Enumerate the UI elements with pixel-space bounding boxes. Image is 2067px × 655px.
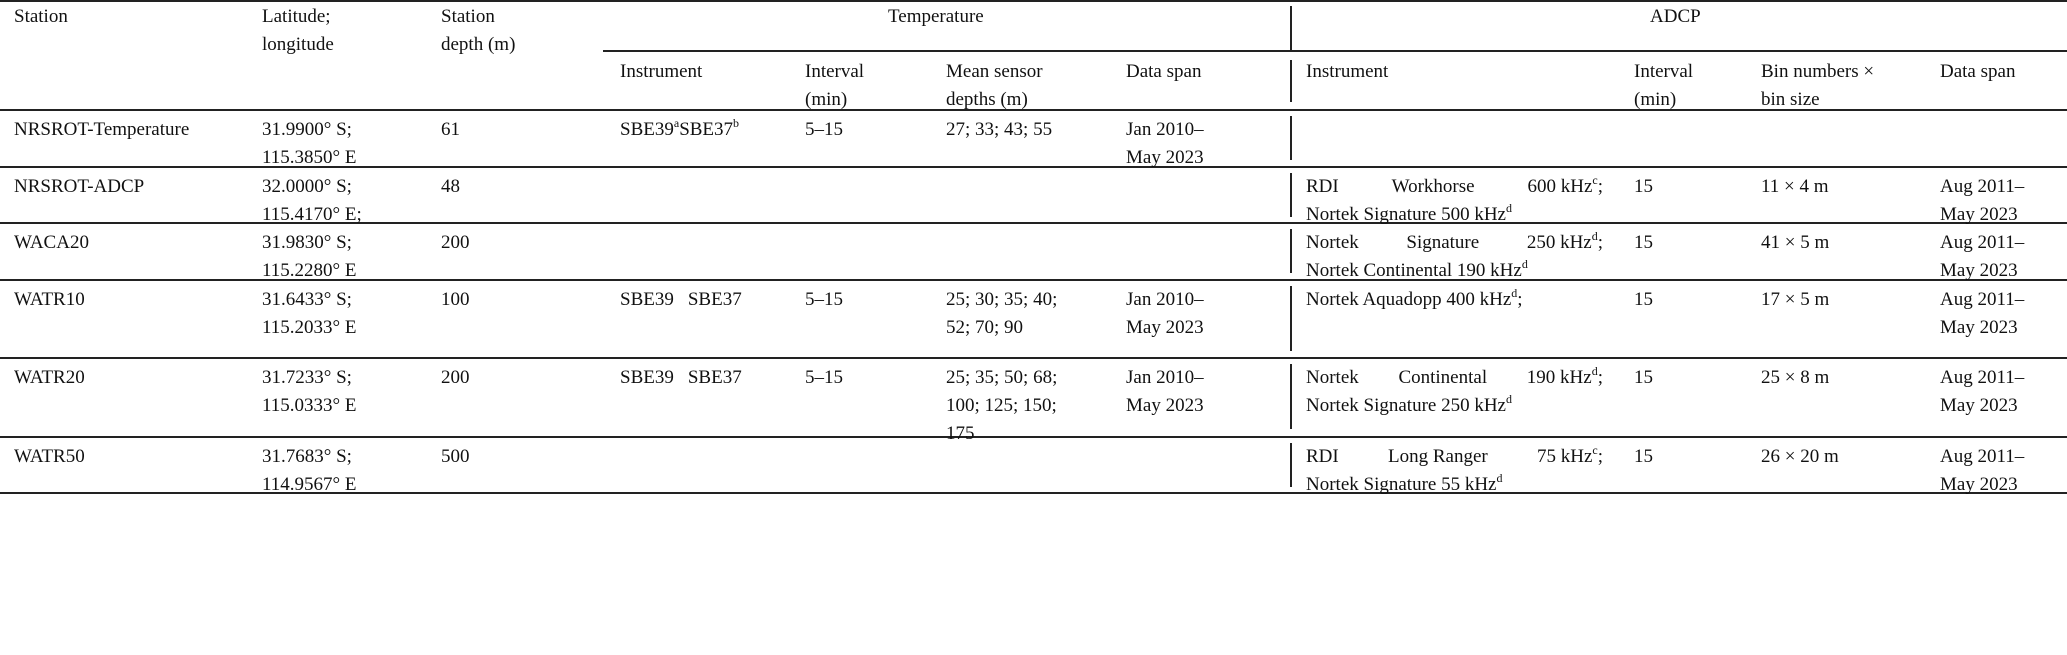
cell-lat-lon: [262, 286, 357, 342]
group-separator: [1290, 116, 1292, 160]
instrument-name: SBE37: [687, 289, 742, 310]
cell-lat: 31.9830° S;: [262, 232, 352, 253]
word-group: [1527, 364, 1603, 392]
word: Signature: [1406, 232, 1480, 253]
cell-temp-interval: 5–15: [805, 119, 843, 140]
cell-lat-lon: [262, 443, 357, 499]
row-divider: [0, 357, 2067, 359]
cell-station: NRSROT-Temperature: [14, 119, 190, 140]
cell-temp-instrument: [620, 364, 742, 392]
cell-adcp-span: [1940, 229, 2024, 285]
depths-line: 100; 125; 150;: [946, 395, 1057, 416]
span-line: Aug 2011–: [1940, 446, 2025, 467]
instrument-line: [1306, 229, 1603, 257]
cell-adcp-interval: 15: [1634, 232, 1653, 253]
word: 600 kHz: [1527, 176, 1593, 197]
group-separator: [1290, 364, 1292, 429]
instrument-name: SBE39: [620, 119, 674, 140]
cell-temp-span: [1126, 364, 1204, 420]
cell-adcp-instrument: [1306, 173, 1603, 229]
col-header-lat-lon-line: longitude: [262, 34, 334, 55]
instrument-line: [1306, 364, 1603, 392]
col-header-line: bin size: [1761, 89, 1820, 110]
cell-temp-depths: [946, 364, 1057, 448]
span-line: May 2023: [1940, 204, 2018, 225]
depths-line: 52; 70; 90: [946, 317, 1024, 338]
cell-adcp-interval: 15: [1634, 176, 1653, 197]
punct: ;: [1517, 289, 1523, 310]
cell-adcp-instrument: [1306, 229, 1603, 285]
cell-adcp-instrument: [1306, 286, 1523, 314]
depths-line: 175: [946, 423, 975, 444]
word: RDI: [1306, 176, 1339, 197]
col-header-depth-line: depth (m): [441, 34, 516, 55]
cell-lat: 31.7683° S;: [262, 446, 352, 467]
group-separator: [1290, 173, 1292, 217]
span-line: May 2023: [1126, 147, 1204, 168]
cell-lat-lon: [262, 173, 362, 229]
cell-lon: 115.0333° E: [262, 395, 357, 416]
cell-lon: 114.9567° E: [262, 474, 357, 495]
word: 190 kHz: [1526, 367, 1592, 388]
header-group-rule: [603, 50, 2067, 52]
col-header-temp-depths: [946, 58, 1043, 114]
span-line: May 2023: [1940, 317, 2018, 338]
col-header-line: (min): [1634, 89, 1677, 110]
cell-adcp-bins: 11 × 4 m: [1761, 176, 1829, 197]
cell-adcp-instrument: [1306, 443, 1603, 499]
col-header-depth-line: Station: [441, 6, 495, 27]
cell-lon: 115.4170° E;: [262, 204, 362, 225]
punct: ;: [1597, 446, 1603, 467]
cell-station: WATR10: [14, 289, 85, 310]
table-top-rule: [0, 0, 2067, 2]
word-group: [1537, 443, 1603, 471]
cell-temp-span: [1126, 116, 1204, 172]
col-header-line: (min): [805, 89, 848, 110]
instrument-line: [1306, 257, 1603, 285]
cell-adcp-bins: 41 × 5 m: [1761, 232, 1830, 253]
cell-temp-instrument: [620, 116, 739, 144]
cell-lon: 115.2280° E: [262, 260, 357, 281]
footnote-mark: d: [1505, 391, 1512, 406]
span-line: Aug 2011–: [1940, 367, 2025, 388]
word: Nortek: [1306, 232, 1359, 253]
cell-temp-depths: [946, 286, 1057, 342]
span-line: Aug 2011–: [1940, 232, 2025, 253]
cell-adcp-bins: 25 × 8 m: [1761, 367, 1830, 388]
cell-lat: 32.0000° S;: [262, 176, 352, 197]
cell-lon: 115.2033° E: [262, 317, 357, 338]
depths-line: 25; 30; 35; 40;: [946, 289, 1058, 310]
col-header-adcp-instrument: Instrument: [1306, 61, 1389, 82]
span-line: Aug 2011–: [1940, 289, 2025, 310]
col-header-line: Interval: [1634, 61, 1694, 82]
col-header-adcp-bins: [1761, 58, 1874, 114]
cell-adcp-interval: 15: [1634, 446, 1653, 467]
cell-adcp-span: [1940, 173, 2024, 229]
footnote-mark: d: [1521, 256, 1528, 271]
cell-adcp-bins: 17 × 5 m: [1761, 289, 1830, 310]
cell-lat-lon: [262, 116, 357, 172]
col-header-depth: [441, 3, 515, 59]
footnote-mark: d: [1496, 470, 1503, 485]
word: Nortek Signature 500 kHz: [1306, 204, 1506, 225]
cell-temp-depths: [946, 116, 1052, 144]
cell-station: WATR20: [14, 367, 85, 388]
group-separator: [1290, 443, 1292, 487]
col-header-lat-lon-line: Latitude;: [262, 6, 331, 27]
cell-depth: 500: [441, 446, 470, 467]
cell-adcp-bins: 26 × 20 m: [1761, 446, 1839, 467]
col-header-temp-interval: [805, 58, 864, 114]
col-header-lat-lon: [262, 3, 334, 59]
word-group: [1527, 229, 1603, 257]
col-header-line: Bin numbers ×: [1761, 61, 1875, 82]
group-separator: [1290, 286, 1292, 351]
cell-depth: 200: [441, 232, 470, 253]
group-header-adcp: ADCP: [1650, 6, 1701, 27]
span-line: May 2023: [1940, 395, 2018, 416]
word: Nortek Signature 250 kHz: [1306, 395, 1506, 416]
col-header-adcp-span: Data span: [1940, 61, 2016, 82]
col-header-adcp-interval: [1634, 58, 1693, 114]
word: Nortek Continental 190 kHz: [1306, 260, 1522, 281]
punct: ;: [1597, 232, 1603, 253]
cell-station: NRSROT-ADCP: [14, 176, 145, 197]
span-line: May 2023: [1126, 317, 1204, 338]
cell-lat: 31.7233° S;: [262, 367, 352, 388]
group-header-temperature: Temperature: [888, 6, 984, 27]
word: Nortek: [1306, 367, 1359, 388]
instrument-line: [1306, 443, 1603, 471]
cell-station: WATR50: [14, 446, 85, 467]
span-line: May 2023: [1940, 260, 2018, 281]
footnote-mark: a: [673, 115, 680, 130]
word: Nortek Aquadopp 400 kHz: [1306, 289, 1512, 310]
footnote-mark: d: [1591, 363, 1598, 378]
col-header-temp-span: Data span: [1126, 61, 1202, 82]
cell-temp-interval: 5–15: [805, 367, 843, 388]
word: Workhorse: [1391, 176, 1475, 197]
span-line: Jan 2010–: [1126, 289, 1204, 310]
cell-adcp-span: [1940, 286, 2024, 342]
group-separator: [1290, 60, 1292, 102]
footnote-mark: c: [1592, 172, 1598, 187]
cell-depth: 61: [441, 119, 460, 140]
cell-adcp-interval: 15: [1634, 289, 1653, 310]
depths-line: 25; 35; 50; 68;: [946, 367, 1058, 388]
cell-temp-instrument: [620, 286, 742, 314]
word: 75 kHz: [1536, 446, 1593, 467]
cell-lat: 31.9900° S;: [262, 119, 352, 140]
footnote-mark: d: [1511, 285, 1518, 300]
cell-depth: 200: [441, 367, 470, 388]
group-separator: [1290, 229, 1292, 273]
footnote-mark: d: [1591, 228, 1598, 243]
span-line: Jan 2010–: [1126, 119, 1204, 140]
group-separator: [1290, 6, 1292, 50]
punct: ;: [1597, 176, 1603, 197]
footnote-mark: c: [1592, 442, 1598, 457]
span-line: Jan 2010–: [1126, 367, 1204, 388]
cell-depth: 48: [441, 176, 460, 197]
col-header-line: depths (m): [946, 89, 1028, 110]
word-group: [1527, 173, 1603, 201]
cell-station: WACA20: [14, 232, 89, 253]
cell-lat-lon: [262, 364, 357, 420]
cell-adcp-instrument: [1306, 364, 1603, 420]
cell-lat: 31.6433° S;: [262, 289, 352, 310]
instrument-name: SBE39: [620, 367, 674, 388]
instrument-line: [1306, 471, 1603, 499]
punct: ;: [1597, 367, 1603, 388]
word: Nortek Signature 55 kHz: [1306, 474, 1497, 495]
footnote-mark: b: [733, 115, 740, 130]
cell-adcp-span: [1940, 443, 2024, 499]
word: 250 kHz: [1526, 232, 1592, 253]
instrument-name: SBE37: [687, 367, 742, 388]
col-header-line: Mean sensor: [946, 61, 1043, 82]
span-line: May 2023: [1126, 395, 1204, 416]
cell-temp-span: [1126, 286, 1204, 342]
instrument-name: SBE37: [679, 119, 734, 140]
cell-adcp-span: [1940, 364, 2024, 420]
cell-lat-lon: [262, 229, 357, 285]
col-header-line: Interval: [805, 61, 865, 82]
col-header-station: Station: [14, 6, 68, 27]
cell-adcp-interval: 15: [1634, 367, 1653, 388]
cell-temp-interval: 5–15: [805, 289, 843, 310]
word: Long Ranger: [1387, 446, 1488, 467]
instrument-line: [1306, 392, 1603, 420]
col-header-temp-instrument: Instrument: [620, 61, 703, 82]
word: Continental: [1398, 367, 1488, 388]
footnote-mark: d: [1505, 200, 1512, 215]
instrument-line: [1306, 173, 1603, 201]
instrument-line: [1306, 201, 1603, 229]
span-line: Aug 2011–: [1940, 176, 2025, 197]
instrument-name: SBE39: [620, 289, 674, 310]
depths-line: 27; 33; 43; 55: [946, 119, 1053, 140]
span-line: May 2023: [1940, 474, 2018, 495]
cell-depth: 100: [441, 289, 470, 310]
cell-lon: 115.3850° E: [262, 147, 357, 168]
word: RDI: [1306, 446, 1339, 467]
